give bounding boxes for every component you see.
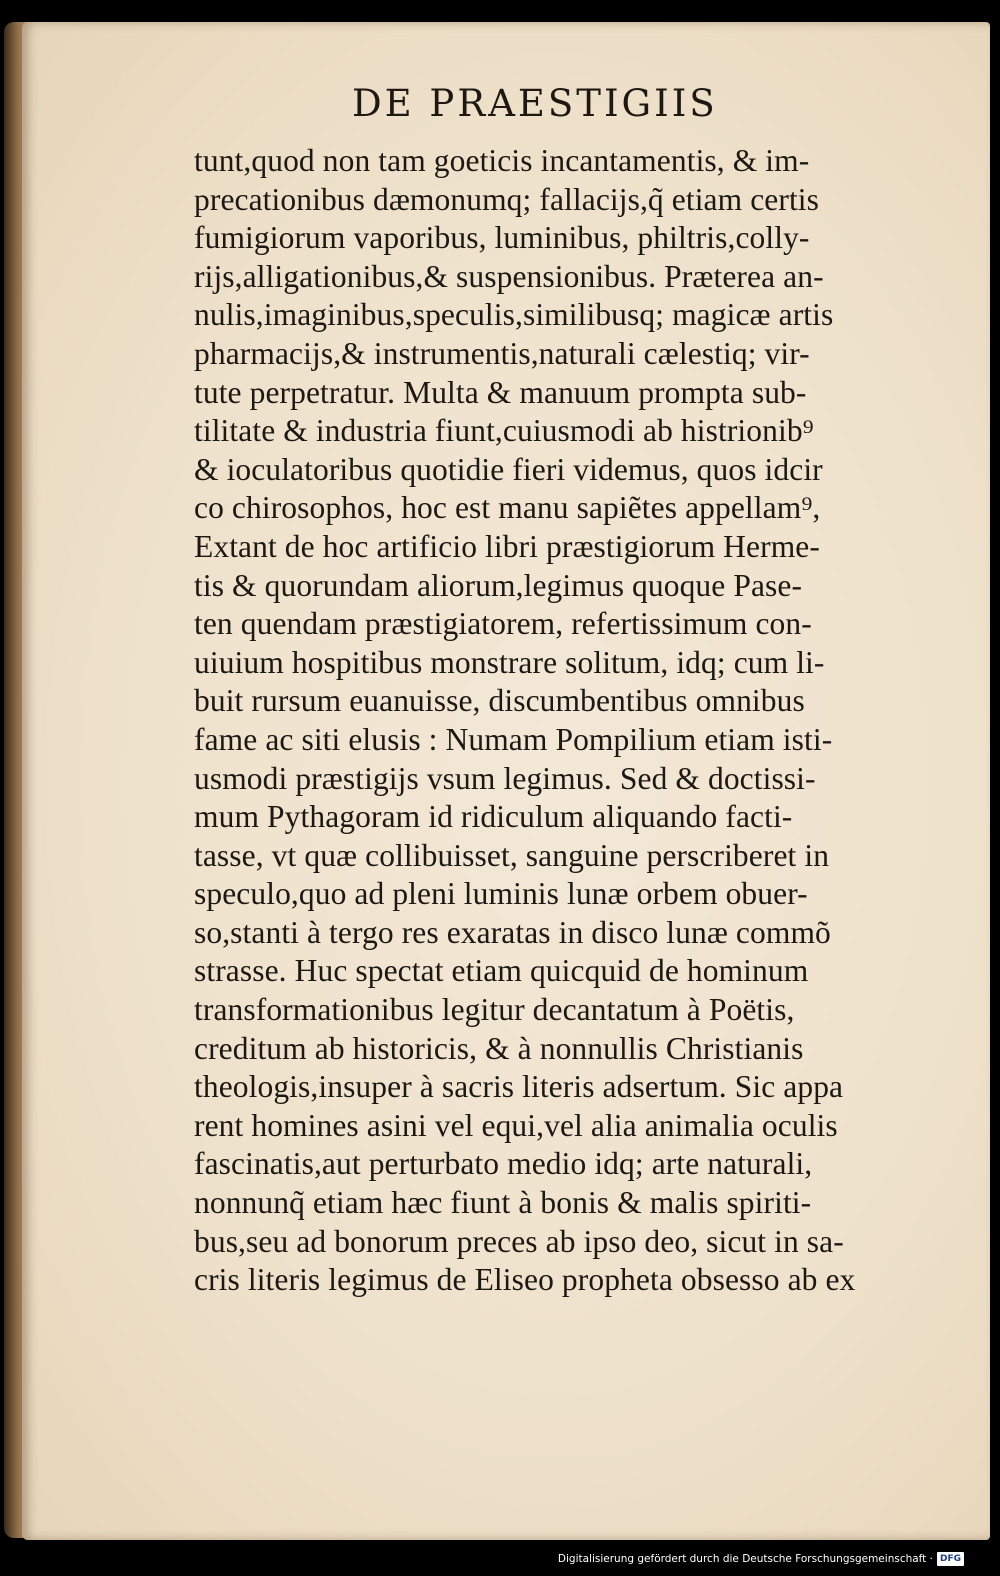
text-line: tunt,quod non tam goeticis incantamentis, & im-: [194, 143, 810, 178]
text-line: mum Pythagoram id ridiculum aliquando facti-: [194, 799, 793, 835]
text-line: uiuium hospitibus monstrare solitum, idq; cum li-: [194, 644, 825, 680]
text-line: strasse. Huc spectat etiam quicquid de hominum: [194, 953, 809, 989]
text-line: transformationibus legitur decantatum à Poëtis,: [194, 992, 795, 1028]
text-line: usmodi præstigijs vsum legimus. Sed & doctissi-: [194, 760, 816, 796]
text-line: so,stanti à tergo res exaratas in disco lunæ commõ: [194, 914, 831, 950]
text-line: rijs,alligationibus,& suspensionibus. Præterea an-: [194, 258, 824, 294]
text-line: speculo,quo ad pleni luminis lunæ orbem obuer-: [194, 876, 808, 912]
footer-credit: [558, 1548, 964, 1570]
text-line: tasse, vt quæ collibuisset, sanguine perscriberet in: [194, 837, 830, 873]
text-block: [194, 142, 954, 1300]
text-line: buit rursum euanuisse, discumbentibus omnibus: [194, 683, 805, 719]
text-line: pharmacijs,& instrumentis,naturali cælestiq; vir-: [194, 335, 810, 371]
text-line: theologis,insuper à sacris literis adsertum. Sic appa: [194, 1069, 844, 1105]
text-line: nonnunq̃ etiam hæc fiunt à bonis & malis spiriti-: [194, 1185, 812, 1221]
text-line: bus,seu ad bonorum preces ab ipso deo, sicut in sa-: [194, 1223, 844, 1259]
book-page: [22, 22, 990, 1540]
text-line: fame ac siti elusis : Numam Pompilium etiam isti-: [194, 721, 833, 757]
text-line: tis & quorundam aliorum,legimus quoque Pase-: [194, 567, 803, 603]
text-line: rent homines asini vel equi,vel alia animalia oculis: [194, 1107, 838, 1143]
text-line: nulis,imaginibus,speculis,similibusq; magicæ artis: [194, 297, 834, 333]
text-line: precationibus dæmonumq; fallacijs,q̃ etiam certis: [194, 181, 820, 217]
text-line: fascinatis,aut perturbato medio idq; arte naturali,: [194, 1146, 813, 1182]
text-line: & ioculatoribus quotidie fieri videmus, quos idcir: [194, 451, 823, 487]
text-line: fumigiorum vaporibus, luminibus, philtris,colly-: [194, 220, 810, 256]
text-line: creditum ab historicis, & à nonnullis Christianis: [194, 1030, 804, 1066]
text-line: tute perpetratur. Multa & manuum prompta sub-: [194, 374, 807, 410]
dfg-logo: DFG: [937, 1552, 964, 1566]
footer-text: Digitalisierung gefördert durch die Deutsche Forschungsgemeinschaft ·: [557, 1553, 933, 1565]
text-line: ten quendam præstigiatorem, refertissimum con-: [194, 606, 812, 642]
text-line: tilitate & industria fiunt,cuiusmodi ab histrionib⁹: [194, 413, 814, 449]
text-line: Extant de hoc artificio libri præstigiorum Herme-: [194, 528, 820, 564]
text-line: co chirosophos, hoc est manu sapiẽtes appellam⁹,: [194, 490, 821, 526]
text-line: cris literis legimus de Eliseo propheta obsesso ab ex: [194, 1262, 856, 1298]
running-head: DE PRAESTIGIIS: [352, 82, 718, 125]
